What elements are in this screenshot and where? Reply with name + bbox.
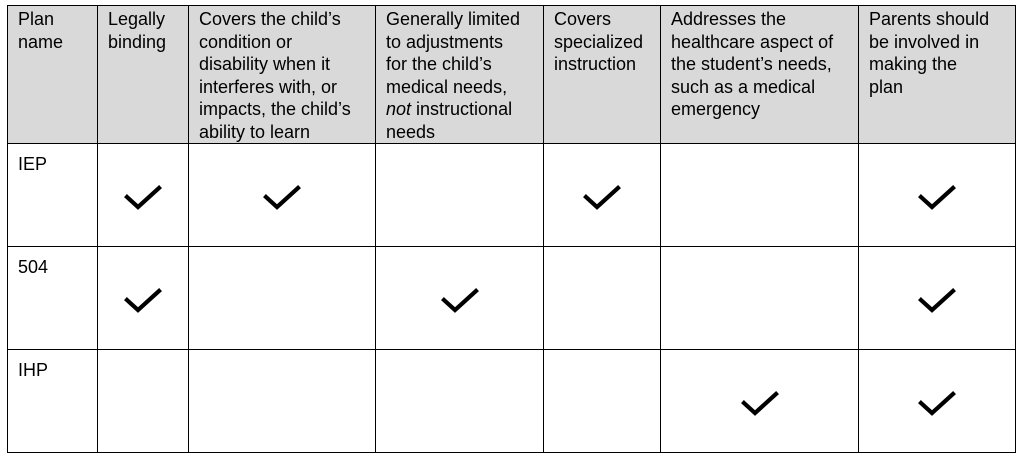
header-line: Plan	[18, 9, 55, 29]
header-line: Covers	[554, 9, 612, 29]
check-mark-icon	[262, 184, 302, 212]
header-line: Covers the child’s	[199, 9, 341, 29]
plan-name-cell	[8, 247, 98, 350]
plan-name-cell	[8, 350, 98, 453]
header-line: making the	[869, 54, 958, 74]
plan-name-label: IEP	[18, 154, 48, 174]
header-line: medical needs,	[386, 76, 508, 97]
check-cell	[859, 350, 1016, 453]
header-line: plan	[869, 76, 904, 97]
check-mark-icon	[582, 184, 622, 212]
header-label	[661, 6, 858, 121]
header-parents-involved	[859, 6, 1016, 144]
check-mark-icon	[440, 287, 480, 315]
header-line: name	[18, 31, 64, 52]
header-line: Legally	[108, 9, 166, 29]
check-mark-icon	[917, 184, 957, 212]
header-line: such as a medical	[671, 76, 816, 97]
header-line: ability to learn	[199, 121, 311, 142]
table-row	[8, 144, 1016, 247]
check-cell	[661, 350, 859, 453]
check-cell	[376, 144, 544, 247]
header-label	[859, 6, 1015, 98]
header-line: the student’s needs,	[671, 54, 832, 74]
check-mark-icon	[740, 390, 780, 418]
plan-comparison-wrapper	[7, 5, 1016, 453]
header-limited-medical	[376, 6, 544, 144]
plan-comparison-table	[7, 5, 1016, 453]
header-healthcare-aspect	[661, 6, 859, 144]
check-mark-icon	[123, 184, 163, 212]
header-row	[8, 6, 1016, 144]
check-cell	[376, 247, 544, 350]
table-row	[8, 247, 1016, 350]
check-cell	[98, 350, 189, 453]
header-label	[8, 6, 97, 53]
header-line: emergency	[671, 99, 761, 119]
header-specialized-instruction	[544, 6, 661, 144]
check-cell	[98, 144, 189, 247]
header-line: impacts, the child’s	[199, 99, 351, 119]
header-line: interferes with, or	[199, 76, 338, 97]
check-cell	[859, 247, 1016, 350]
header-line: instruction	[554, 54, 637, 74]
header-label	[98, 6, 188, 53]
plan-name-label: IHP	[18, 360, 49, 380]
check-cell	[661, 144, 859, 247]
header-line: specialized	[554, 31, 644, 52]
header-line: Parents should	[869, 9, 990, 29]
check-cell	[544, 247, 661, 350]
header-label	[544, 6, 660, 76]
check-cell	[376, 350, 544, 453]
header-line: needs	[386, 121, 436, 142]
check-cell	[189, 144, 376, 247]
header-line: Addresses the	[671, 9, 787, 29]
header-line: to adjustments	[386, 31, 504, 52]
header-line: be involved in	[869, 31, 980, 52]
check-mark-icon	[123, 287, 163, 315]
header-line: disability when it	[199, 54, 331, 74]
plan-name-cell	[8, 144, 98, 247]
header-line: healthcare aspect of	[671, 31, 834, 52]
header-plan-name	[8, 6, 98, 144]
check-cell	[661, 247, 859, 350]
header-italic-word: not	[386, 99, 412, 119]
check-cell	[98, 247, 189, 350]
header-line: condition or	[199, 31, 293, 52]
header-line: for the child’s	[386, 54, 492, 74]
check-cell	[544, 144, 661, 247]
check-cell	[189, 350, 376, 453]
check-mark-icon	[917, 390, 957, 418]
header-label	[376, 6, 543, 143]
header-label	[189, 6, 375, 143]
header-legally-binding	[98, 6, 189, 144]
check-mark-icon	[917, 287, 957, 315]
table-row	[8, 350, 1016, 453]
header-line-tail: instructional	[411, 99, 513, 119]
header-line: Generally limited	[386, 9, 521, 29]
table-body	[8, 144, 1016, 453]
check-cell	[544, 350, 661, 453]
header-line: binding	[108, 31, 167, 52]
plan-name-label: 504	[18, 257, 49, 277]
check-cell	[859, 144, 1016, 247]
check-cell	[189, 247, 376, 350]
header-covers-condition	[189, 6, 376, 144]
